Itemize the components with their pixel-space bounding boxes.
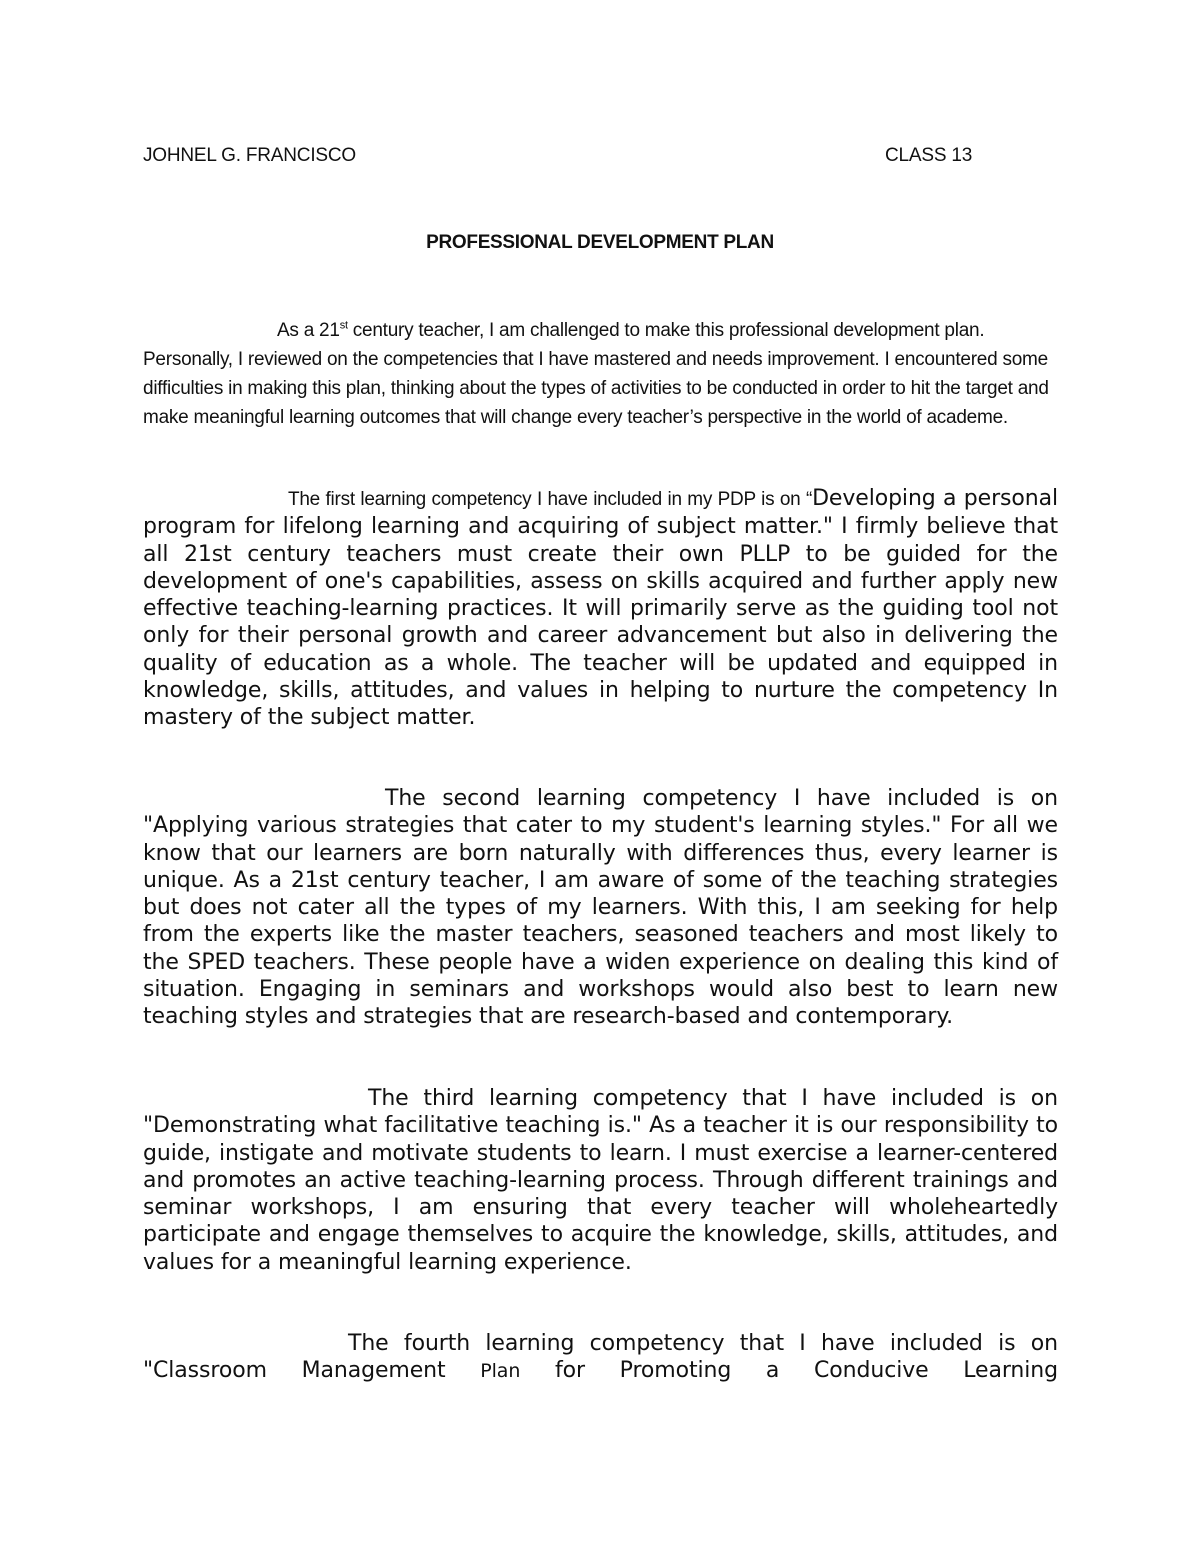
- paragraph-third-competency: The third learning competency that I have included is on "Demonstrating what facilitative teaching is." As a teacher it is our responsibility to guide, instigate and motivate students to learn. I must exercise a learner-centered and promotes an active teaching-learning process. Through different trainings and seminar workshops, I am ensuring that every teacher will wholeheartedly participate and engage themselves to acquire the knowledge, skills, attitudes, and values for a meaningful learning experience.: [143, 1086, 1058, 1275]
- class-label: CLASS 13: [885, 145, 973, 166]
- paragraph-first-competency: [143, 485, 1058, 732]
- paragraph-second-competency: The second learning competency I have included is on "Applying various strategies that cater to my student's learning styles." For all we know that our learners are born naturally with differences thus, every learner is unique. As a 21st century teacher, I am aware of some of the teaching strategies but does not cater all the types of my learners. With this, I am seeking for help from the experts like the master teachers, seasoned teachers and most likely to the SPED teachers. These people have a widen experience on dealing this kind of situation. Engaging in seminars and workshops would also best to learn new teaching styles and strategies that are research-based and contemporary.: [143, 786, 1058, 1030]
- intro-paragraph: [143, 316, 1058, 432]
- intro-text-start: As a 21: [277, 320, 340, 341]
- paragraph4-part-a: "Classroom Management: [143, 1358, 481, 1384]
- intro-text-rest: century teacher, I am challenged to make this professional development plan. Personally, I reviewed on the competencies that I have mastered and needs improvement. I encountered some difficulties in making this plan, thinking about the types of activities to be conducted in order to hit the target and make meaningful learning outcomes that will change every teacher’s perspective in the world of academe.: [143, 320, 1049, 428]
- ordinal-suffix: st: [339, 319, 348, 332]
- document-title: PROFESSIONAL DEVELOPMENT PLAN: [426, 232, 774, 253]
- paragraph-fourth-competency: [143, 1330, 1058, 1413]
- paragraph4-part-b: for Promoting a Conducive Learning: [520, 1358, 1058, 1384]
- paragraph1-body: Developing a personal program for lifelong learning and acquiring of subject matter." I firmly believe that all 21st century teachers must create their own PLLP to be guided for the development of one's capabilities, assess on skills acquired and further apply new effective teaching-learning practices. It will primarily serve as the guiding tool not only for their personal growth and career advancement but also in delivering the quality of education as a whole. The teacher will be updated and equipped in knowledge, skills, attitudes, and values in helping to nurture the competency In mastery of the subject matter.: [143, 486, 1058, 731]
- paragraph1-lead: The first learning competency I have included in my PDP is on “: [288, 489, 813, 510]
- paragraph4-line1: The fourth learning competency that I have included is on: [348, 1331, 1058, 1356]
- paragraph4-part-small: Plan: [480, 1360, 521, 1383]
- author-name: JOHNEL G. FRANCISCO: [143, 145, 356, 166]
